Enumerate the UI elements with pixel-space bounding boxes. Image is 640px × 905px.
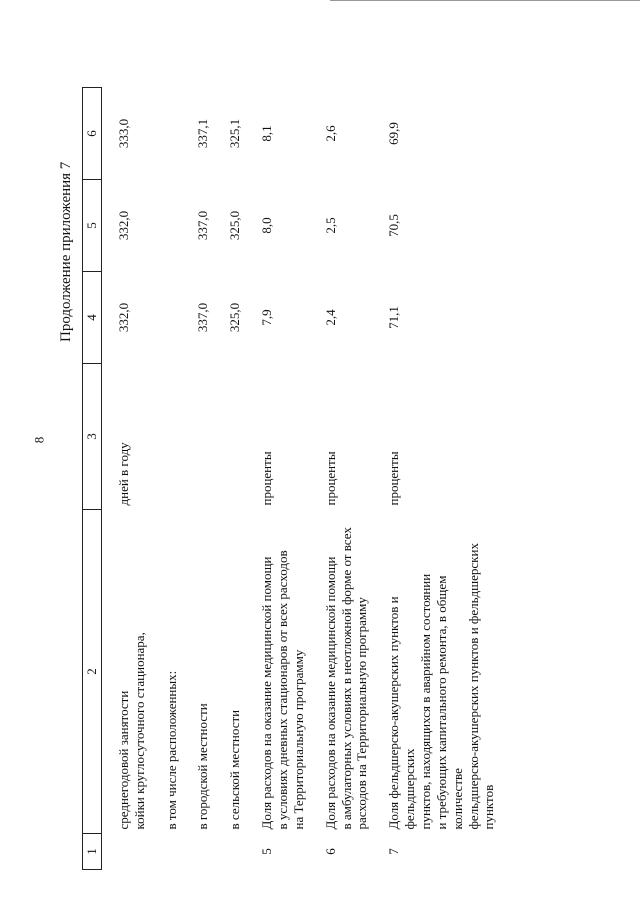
unit-cell [162,364,182,510]
indicator-name-line: среднегодовой занятости [115,690,131,830]
header-col-5: 5 [83,180,102,272]
unit-cell [193,364,213,510]
indicator-name [114,510,150,834]
value-col-5: 70,5 [386,214,402,237]
header-col-3: 3 [83,364,102,510]
unit-cell: проценты [259,451,275,506]
value-col-5: 337,0 [195,210,211,241]
row-number [193,834,213,870]
indicator-name [321,510,373,834]
table-row [193,88,213,870]
row-number: 5 [259,848,275,855]
row-number: 6 [322,848,338,855]
indicator-name [384,510,499,834]
value-col-6: 325,1 [227,118,243,149]
table-row [162,88,182,870]
table-row [114,88,150,870]
indicator-name-line: пунктов, находящихся в аварийном состоянии [418,573,434,830]
value-col-6 [162,88,182,180]
indicator-name [162,510,182,834]
indicator-name-line: пунктов [481,784,497,830]
unit-cell: проценты [386,451,402,506]
indicator-name-line: Доля расходов на оказание медицинской помощи [259,556,275,830]
table-row [321,88,373,870]
page-number: 8 [31,436,47,444]
continuation-heading: Продолжение приложения 7 [58,161,74,342]
indicator-name-line: Доля расходов на оказание медицинской помощи [322,556,338,830]
value-col-6: 337,1 [195,118,211,149]
table-row [225,88,245,870]
indicator-name [193,510,213,834]
indicator-name [257,510,309,834]
value-col-4: 332,0 [115,302,131,333]
rotated-page-content [58,50,618,870]
indicator-name-line: на Территориальную программу [290,649,306,830]
indicator-name-line: в городской местности [195,703,211,830]
value-col-4 [162,272,182,364]
indicator-name [225,510,245,834]
header-col-4: 4 [83,272,102,364]
indicator-name-line: расходов на Территориальную программу [354,597,370,830]
value-col-6: 8,1 [259,125,275,142]
table-row [257,88,309,870]
row-number [114,834,150,870]
value-col-6: 333,0 [115,118,131,149]
indicator-name-line: и требующих капитального ремонта, в общем количестве [433,575,465,830]
top-rule [330,0,640,1]
header-col-6: 6 [83,88,102,180]
value-col-4: 337,0 [195,302,211,333]
indicator-name-line: в амбулаторных условиях в неотложной форме от всех [338,527,354,830]
row-number: 7 [386,848,402,855]
value-col-4: 2,4 [322,309,338,326]
indicator-name-line: в том числе расположенных: [163,670,179,830]
table-row [384,88,499,870]
header-col-2: 2 [83,510,102,834]
value-col-6: 69,9 [386,122,402,145]
indicator-name-line: Доля фельдшерско-акушерских пунктов и фельдшерских [386,596,418,830]
header-col-1: 1 [83,834,102,870]
indicator-name-line: фельдшерско-акушерских пунктов и фельдшерских [465,543,481,830]
value-col-5: 8,0 [259,217,275,234]
indicator-name-line: в сельской местности [227,709,243,830]
value-col-4: 71,1 [386,306,402,329]
value-col-5 [162,180,182,272]
table-header-row [83,88,102,870]
unit-cell [225,364,245,510]
value-col-5: 325,0 [227,210,243,241]
value-col-4: 325,0 [227,302,243,333]
unit-cell: проценты [322,451,338,506]
indicators-table [82,87,511,870]
indicator-name-line: в условиях дневных стационаров от всех расходов [275,550,291,830]
row-number [162,834,182,870]
value-col-6: 2,6 [322,125,338,142]
indicator-name-line: койки круглосуточного стационара, [131,632,147,830]
unit-cell: дней в году [115,442,131,506]
value-col-4: 7,9 [259,309,275,326]
value-col-5: 332,0 [115,210,131,241]
row-number [225,834,245,870]
value-col-5: 2,5 [322,217,338,234]
